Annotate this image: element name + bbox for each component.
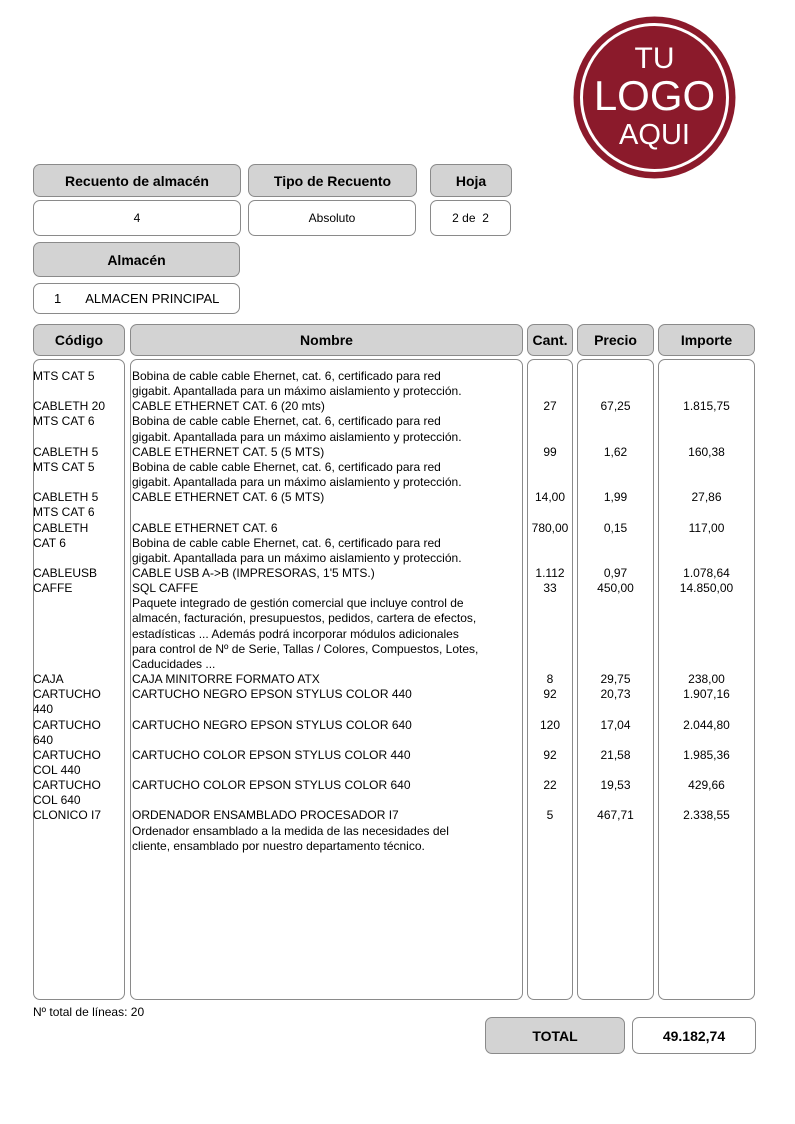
- cell-nombre: SQL CAFFE: [132, 581, 199, 596]
- cell-nombre: estadísticas ... Además podrá incorporar módulos adicionales: [132, 626, 459, 641]
- cell-nombre: almacén, facturación, presupuestos, pedidos, cartera de efectos,: [132, 611, 477, 626]
- cell-codigo: CABLETH 20: [33, 399, 106, 414]
- cell-cant: 22: [543, 778, 557, 792]
- cell-nombre: para control de Nº de Serie, Tallas / Colores, Compuestos, Lotes,: [132, 641, 479, 656]
- hoja-label: Hoja: [430, 164, 512, 197]
- cell-codigo: CARTUCHO: [33, 747, 101, 762]
- cell-nombre: CARTUCHO NEGRO EPSON STYLUS COLOR 440: [132, 687, 412, 702]
- cell-nombre: CABLE ETHERNET CAT. 6 (5 MTS): [132, 490, 325, 505]
- cell-codigo: CARTUCHO: [33, 717, 101, 732]
- cell-importe: 14.850,00: [679, 581, 734, 596]
- cell-codigo: CAT 6: [33, 535, 66, 550]
- cell-importe: 1.985,36: [683, 747, 730, 762]
- cell-nombre: Caducidades ...: [132, 656, 216, 671]
- cell-nombre: gigabit. Apantallada para un máximo aislamiento y protección.: [132, 550, 462, 565]
- cell-cant: 120: [539, 717, 561, 732]
- almacen-value: [33, 283, 240, 314]
- cell-nombre: CABLE ETHERNET CAT. 5 (5 MTS): [132, 444, 325, 459]
- hoja-current: 2: [452, 211, 459, 225]
- cell-precio: 0,15: [603, 520, 628, 535]
- almacen-code: 1: [54, 291, 62, 306]
- cell-importe: 160,38: [688, 444, 725, 459]
- cell-cant: 92: [543, 747, 557, 762]
- cell-nombre: CABLE ETHERNET CAT. 6: [132, 520, 278, 535]
- cell-cant: 27: [543, 399, 557, 414]
- cell-codigo: COL 440: [33, 762, 81, 777]
- cell-nombre: gigabit. Apantallada para un máximo aislamiento y protección.: [132, 429, 462, 444]
- cell-precio: 29,75: [600, 672, 631, 686]
- cell-precio: 467,71: [597, 808, 634, 823]
- total-label: TOTAL: [485, 1017, 625, 1054]
- cell-importe: 1.907,16: [683, 687, 730, 702]
- cell-nombre: Ordenador ensamblado a la medida de las necesidades del: [132, 823, 449, 838]
- company-logo: [573, 16, 736, 179]
- cell-importe: 238,00: [688, 672, 725, 686]
- cell-nombre: CARTUCHO COLOR EPSON STYLUS COLOR 640: [132, 778, 411, 792]
- total-value: 49.182,74: [632, 1017, 756, 1054]
- cell-cant: 14,00: [534, 490, 566, 505]
- cell-nombre: CABLE ETHERNET CAT. 6 (20 mts): [132, 399, 325, 414]
- cell-precio: 67,25: [600, 399, 631, 414]
- cell-precio: 21,58: [600, 747, 631, 762]
- cell-precio: 1,99: [603, 490, 628, 505]
- cell-codigo: CARTUCHO: [33, 778, 101, 792]
- cell-nombre: gigabit. Apantallada para un máximo aislamiento y protección.: [132, 475, 462, 490]
- cell-cant: 99: [543, 444, 557, 459]
- cell-importe: 117,00: [688, 520, 725, 535]
- cell-codigo: 640: [33, 732, 54, 747]
- cell-codigo: CABLETH 5: [33, 444, 99, 459]
- cell-codigo: CABLETH 5: [33, 490, 99, 505]
- cell-nombre: Bobina de cable cable Ehernet, cat. 6, certificado para red: [132, 369, 441, 383]
- cell-codigo: CLONICO I7: [33, 808, 102, 823]
- tipo-recuento-value: Absoluto: [248, 200, 416, 236]
- cell-codigo: CAFFE: [33, 581, 73, 596]
- cell-nombre: CAJA MINITORRE FORMATO ATX: [132, 672, 320, 686]
- cell-importe: 1.078,64: [683, 566, 730, 580]
- total-lineas: Nº total de líneas: 20: [33, 1005, 145, 1019]
- hoja-sep: de: [462, 211, 476, 225]
- cell-importe: 429,66: [688, 778, 725, 792]
- recuento-label: Recuento de almacén: [33, 164, 241, 197]
- cell-precio: 1,62: [603, 444, 628, 459]
- cell-codigo: CAJA: [33, 672, 64, 686]
- cell-importe: 27,86: [691, 490, 722, 505]
- tipo-recuento-label: Tipo de Recuento: [248, 164, 417, 197]
- cell-codigo: COL 640: [33, 793, 81, 808]
- svg-text:TU: TU: [634, 42, 675, 75]
- col-header-importe: Importe: [658, 324, 755, 356]
- cell-codigo: CARTUCHO: [33, 687, 101, 702]
- cell-codigo: 440: [33, 702, 54, 717]
- cell-nombre: Bobina de cable cable Ehernet, cat. 6, certificado para red: [132, 414, 441, 429]
- cell-nombre: cliente, ensamblado por nuestro departamento técnico.: [132, 838, 425, 853]
- cell-cant: 33: [543, 581, 557, 596]
- cell-cant: 8: [546, 672, 554, 686]
- cell-nombre: CABLE USB A->B (IMPRESORAS, 1'5 MTS.): [132, 566, 375, 580]
- col-header-precio: Precio: [577, 324, 654, 356]
- almacen-label: Almacén: [33, 242, 240, 277]
- cell-codigo: MTS CAT 6: [33, 505, 95, 520]
- cell-precio: 17,04: [600, 717, 631, 732]
- cell-nombre: CARTUCHO NEGRO EPSON STYLUS COLOR 640: [132, 717, 412, 732]
- col-header-codigo: Código: [33, 324, 125, 356]
- cell-nombre: Bobina de cable cable Ehernet, cat. 6, certificado para red: [132, 459, 441, 474]
- cell-importe: 2.044,80: [683, 717, 730, 732]
- cell-cant: 780,00: [531, 520, 569, 535]
- cell-codigo: MTS CAT 5: [33, 459, 95, 474]
- cell-codigo: MTS CAT 5: [33, 369, 95, 383]
- svg-text:LOGO: LOGO: [593, 72, 716, 119]
- cell-precio: 20,73: [600, 687, 631, 702]
- cell-nombre: CARTUCHO COLOR EPSON STYLUS COLOR 440: [132, 747, 411, 762]
- cell-codigo: CABLETH: [33, 520, 89, 535]
- cell-nombre: Paquete integrado de gestión comercial que incluye control de: [132, 596, 464, 611]
- cell-codigo: MTS CAT 6: [33, 414, 95, 429]
- cell-cant: 5: [546, 808, 554, 823]
- col-header-cant: Cant.: [527, 324, 573, 356]
- svg-text:AQUI: AQUI: [619, 119, 690, 151]
- cell-precio: 19,53: [600, 778, 631, 792]
- cell-nombre: Bobina de cable cable Ehernet, cat. 6, certificado para red: [132, 535, 441, 550]
- hoja-total: 2: [482, 211, 489, 225]
- col-header-nombre: Nombre: [130, 324, 523, 356]
- recuento-value: 4: [33, 200, 241, 236]
- cell-cant: 92: [543, 687, 557, 702]
- cell-cant: 1.112: [535, 566, 565, 580]
- cell-nombre: gigabit. Apantallada para un máximo aislamiento y protección.: [132, 384, 462, 399]
- cell-importe: 1.815,75: [683, 399, 730, 414]
- hoja-value: [430, 200, 511, 236]
- almacen-name: ALMACEN PRINCIPAL: [85, 291, 220, 306]
- cell-nombre: ORDENADOR ENSAMBLADO PROCESADOR I7: [132, 808, 399, 823]
- cell-codigo: CABLEUSB: [33, 566, 98, 580]
- cell-precio: 450,00: [597, 581, 634, 596]
- cell-importe: 2.338,55: [683, 808, 730, 823]
- cell-precio: 0,97: [603, 566, 628, 580]
